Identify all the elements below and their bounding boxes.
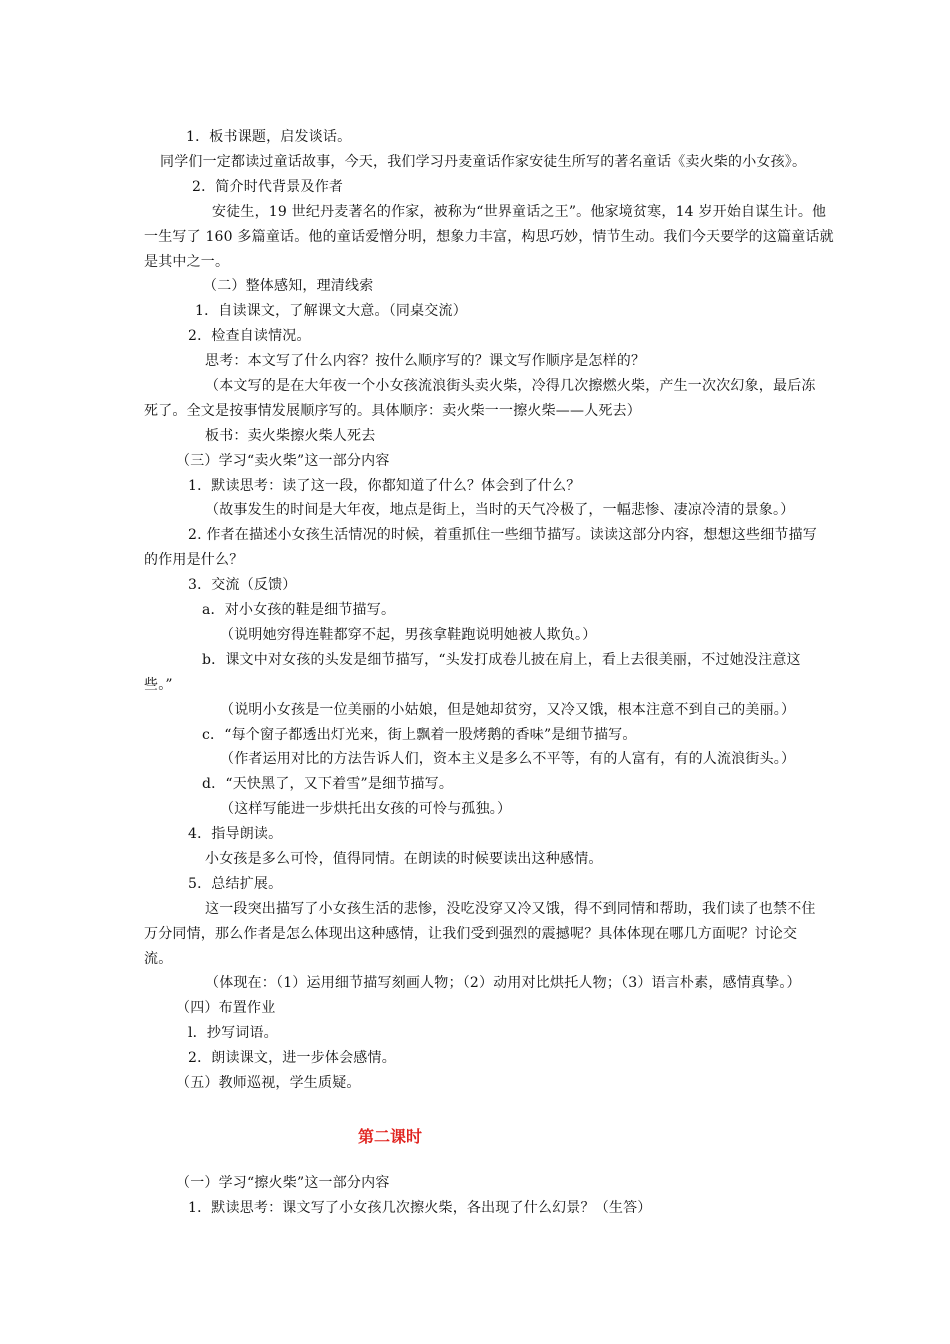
text-line: 1．板书课题，启发谈话。: [186, 129, 352, 145]
text-line: 同学们一定都读过童话故事，今天，我们学习丹麦童话作家安徒生所写的著名童话《卖火柴的小女孩》。: [160, 154, 807, 170]
text-line: （体现在：（1）运用细节描写刻画人物；（2）动用对比烘托人物；（3）语言朴素，感情真挚。）: [205, 975, 801, 991]
text-line: 2. 作者在描述小女孩生活情况的时候，着重抓住一些细节描写。读读这部分内容，想想这些细节描写: [188, 527, 818, 543]
text-line: 流。: [144, 951, 173, 967]
text-line: 小女孩是多么可怜，值得同情。在朗读的时候要读出这种感情。: [205, 851, 603, 867]
text-line: 1．自读课文，了解课文大意。（同桌交流）: [195, 303, 467, 319]
text-line: （本文写的是在大年夜一个小女孩流浪街头卖火柴，冷得几次擦燃火柴，产生一次次幻象，最后冻: [205, 378, 816, 394]
text-line: 1．默读思考：读了这一段，你都知道了什么？体会到了什么？: [188, 478, 581, 494]
text-line: （五）教师巡视，学生质疑。: [176, 1075, 361, 1091]
text-line: 思考：本文写了什么内容？按什么顺序写的？课文写作顺序是怎样的？: [205, 353, 646, 369]
text-line: 2．简介时代背景及作者: [192, 179, 344, 195]
section-heading: 第二课时: [358, 1127, 423, 1146]
text-line: （这样写能进一步烘托出女孩的可怜与孤独。）: [220, 801, 512, 817]
text-line: （故事发生的时间是大年夜，地点是街上，当时的天气冷极了，一幅悲惨、凄凉冷清的景象。）: [205, 502, 795, 518]
text-line: （说明她穷得连鞋都穿不起，男孩拿鞋跑说明她被人欺负。）: [220, 627, 597, 643]
text-line: 1．默读思考：课文写了小女孩几次擦火柴，各出现了什么幻景？（生答）: [188, 1200, 652, 1216]
text-line: 一生写了 160 多篇童话。他的童话爱憎分明，想象力丰富，构思巧妙，情节生动。我们今天要学的这篇童话就: [144, 229, 834, 245]
text-line: 的作用是什么？: [144, 552, 244, 568]
text-line: c．“每个窗子都透出灯光来，街上飘着一股烤鹅的香味”是细节描写。: [202, 727, 637, 743]
text-line: 些。”: [144, 677, 173, 693]
text-line: a．对小女孩的鞋是细节描写。: [202, 602, 396, 618]
text-line: 2．检查自读情况。: [188, 328, 311, 344]
text-line: 3．交流（反馈）: [188, 577, 297, 593]
text-line: 万分同情，那么作者是怎么体现出这种感情，让我们受到强烈的震撼呢？具体体现在哪几方面呢？讨论交: [144, 926, 798, 942]
text-line: 是其中之一。: [144, 254, 230, 270]
text-line: （作者运用对比的方法告诉人们，资本主义是多么不平等，有的人富有，有的人流浪街头。）: [220, 751, 796, 767]
text-line: 4．指导朗读。: [188, 826, 283, 842]
text-line: 板书：卖火柴擦火柴人死去: [205, 428, 376, 444]
text-line: （二）整体感知，理清线索: [203, 278, 374, 294]
text-line: 2．朗读课文，进一步体会感情。: [188, 1050, 396, 1066]
text-line: （说明小女孩是一位美丽的小姑娘，但是她却贫穷，又冷又饿，根本注意不到自己的美丽。）: [220, 702, 796, 718]
text-line: 这一段突出描写了小女孩生活的悲惨，没吃没穿又冷又饿，得不到同情和帮助，我们读了也禁不住: [205, 901, 816, 917]
text-line: l．抄写词语。: [188, 1025, 278, 1041]
text-line: d．“天快黑了，又下着雪”是细节描写。: [202, 776, 454, 792]
text-line: （三）学习“卖火柴”这一部分内容: [176, 453, 390, 469]
text-line: 5．总结扩展。: [188, 876, 283, 892]
text-line: （四）布置作业: [176, 1000, 276, 1016]
text-line: b．课文中对女孩的头发是细节描写，“头发打成卷儿披在肩上，看上去很美丽，不过她没注意这: [202, 652, 801, 668]
text-line: 死了。全文是按事情发展顺序写的。具体顺序：卖火柴一一擦火柴——人死去）: [144, 403, 641, 419]
text-line: 安徒生，19 世纪丹麦著名的作家，被称为“世界童话之王”。他家境贫寒，14 岁开始自谋生计。他: [212, 204, 827, 220]
text-line: （一）学习“擦火柴”这一部分内容: [176, 1175, 390, 1191]
